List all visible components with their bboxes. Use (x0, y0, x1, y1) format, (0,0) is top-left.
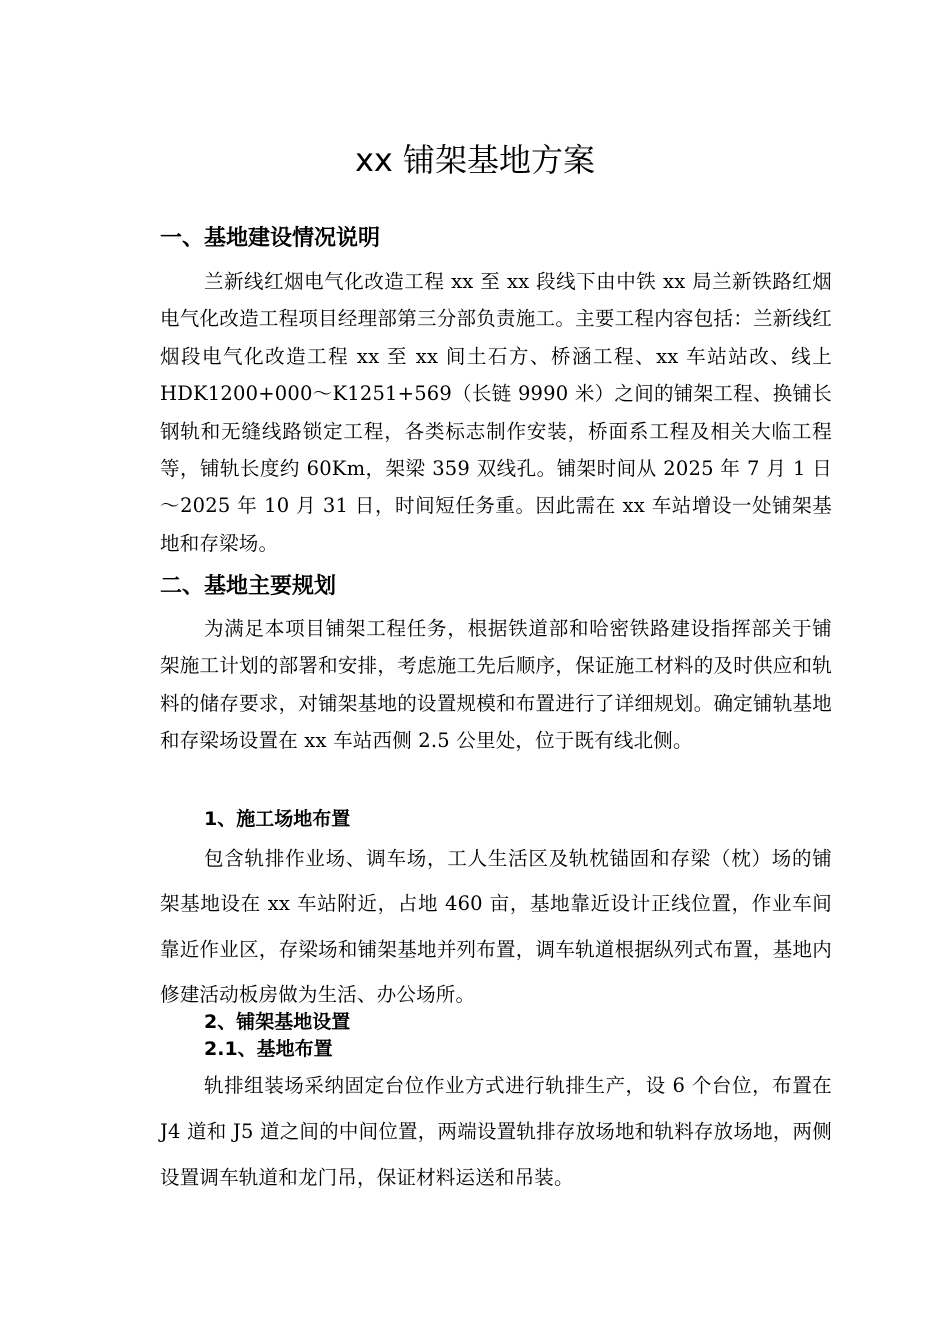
subsection-1-heading: 1、施工场地布置 (204, 808, 351, 830)
section-2-paragraph: 为满足本项目铺架工程任务，根据铁道部和哈密铁路建设指挥部关于铺架施工计划的部署和安排，考虑施工先后顺序，保证施工材料的及时供应和轨料的储存要求，对铺架基地的设置规模和布置进行了详细规划。确定铺轨基地和存梁场设置在 xx 车站西侧 2.5 公里处，位于既有线北侧。 (160, 617, 832, 753)
subsection-1-paragraph: 包含轨排作业场、调车场，工人生活区及轨枕锚固和存梁（枕）场的铺架基地设在 xx 车站附近，占地 460 亩，基地靠近设计正线位置，作业车间靠近作业区，存梁场和铺架基地并列布置，调车轨道根据纵列式布置，基地内修建活动板房做为生活、办公场所。 (160, 847, 832, 1007)
subsection-2-1-paragraph: 轨排组装场采纳固定台位作业方式进行轨排生产，设 6 个台位，布置在 J4 道和 J5 道之间的中间位置，两端设置轨排存放场地和轨料存放场地，两侧设置调车轨道和龙门吊，保证材料运送和吊装。 (160, 1074, 832, 1189)
section-2-heading: 二、基地主要规划 (160, 574, 337, 599)
subsection-2-heading: 2、铺架基地设置 (204, 1011, 351, 1033)
subsection-2-1-heading: 2.1、基地布置 (204, 1038, 333, 1060)
document-title: xx 铺架基地方案 (354, 141, 596, 179)
section-1-paragraph: 兰新线红烟电气化改造工程 xx 至 xx 段线下由中铁 xx 局兰新铁路红烟电气化改造工程项目经理部第三分部负责施工。主要工程内容包括：兰新线红烟段电气化改造工程 xx 至 xx 间土石方、桥涵工程、xx 车站站改、线上 HDK1200+000～K1251+569（长链 9990 米）之间的铺架工程、换铺长钢轨和无缝线路锁定工程，各类标志制作安装，桥面系工程及相关大临工程等，铺轨长度约 60Km，架梁 359 双线孔。铺架时间从 2025 年 7 月 1 日～2025 年 10 月 31 日，时间短任务重。因此需在 xx 车站增设一处铺架基地和存梁场。 (160, 270, 832, 555)
section-1-heading: 一、基地建设情况说明 (160, 226, 381, 251)
